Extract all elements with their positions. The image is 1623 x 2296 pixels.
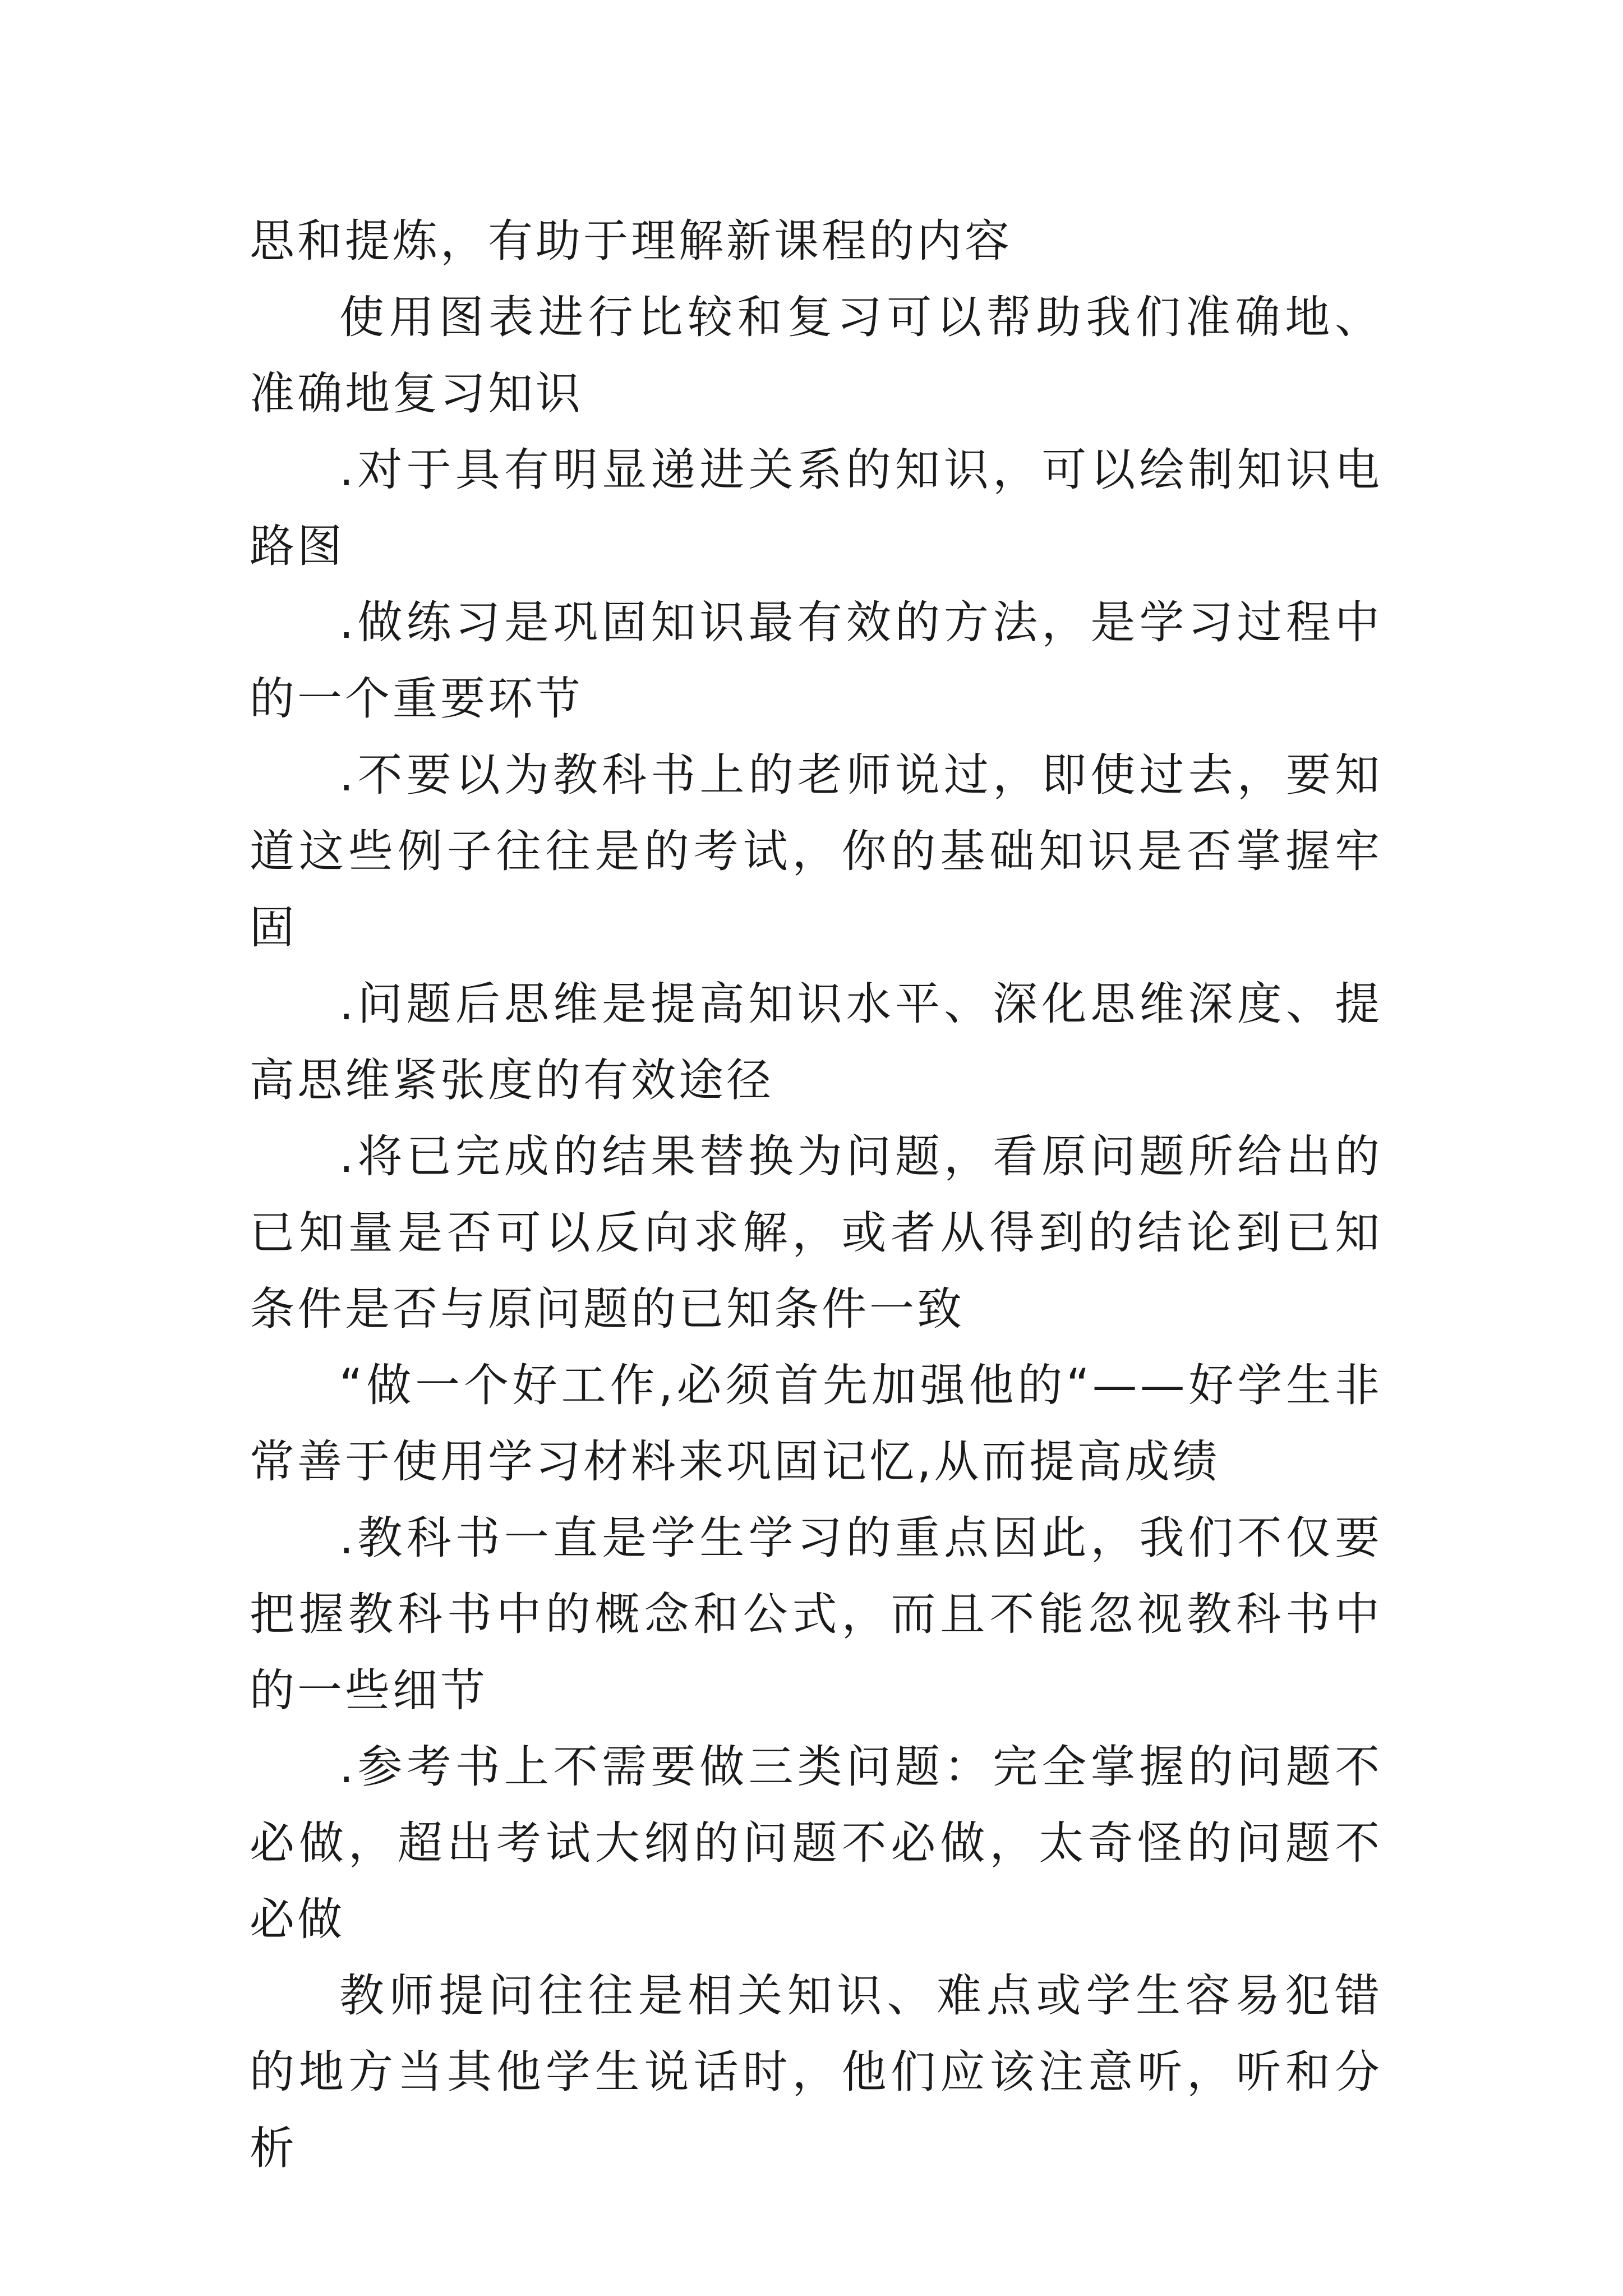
paragraph: .不要以为教科书上的老师说过，即使过去，要知道这些例子往往是的考试，你的基础知识是否掌握牢固: [250, 749, 1382, 954]
paragraph: 使用图表进行比较和复习可以帮助我们准确地、准确地复习知识: [250, 291, 1382, 420]
paragraph: .问题后思维是提高知识水平、深化思维深度、提高思维紧张度的有效途径: [250, 978, 1382, 1106]
paragraph: “做一个好工作,必须首先加强他的“——好学生非常善于使用学习材料来巩固记忆,从而提高成绩: [250, 1359, 1382, 1488]
paragraph: .对于具有明显递进关系的知识，可以绘制知识电路图: [250, 444, 1382, 572]
paragraph: 教师提问往往是相关知识、难点或学生容易犯错的地方当其他学生说话时，他们应该注意听，听和分析: [250, 1970, 1382, 2174]
paragraph: .教科书一直是学生学习的重点因此，我们不仅要把握教科书中的概念和公式，而且不能忽视教科书中的一些细节: [250, 1512, 1382, 1717]
paragraph: 思和提炼，有助于理解新课程的内容: [250, 215, 1012, 267]
paragraph: .做练习是巩固知识最有效的方法，是学习过程中的一个重要环节: [250, 596, 1382, 725]
paragraph: .将已完成的结果替换为问题，看原问题所给出的已知量是否可以反向求解，或者从得到的结论到已知条件是否与原问题的已知条件一致: [250, 1130, 1382, 1335]
document-body: [250, 203, 1382, 2187]
paragraph: .参考书上不需要做三类问题：完全掌握的问题不必做，超出考试大纲的问题不必做，太奇怪的问题不必做: [250, 1741, 1382, 1945]
